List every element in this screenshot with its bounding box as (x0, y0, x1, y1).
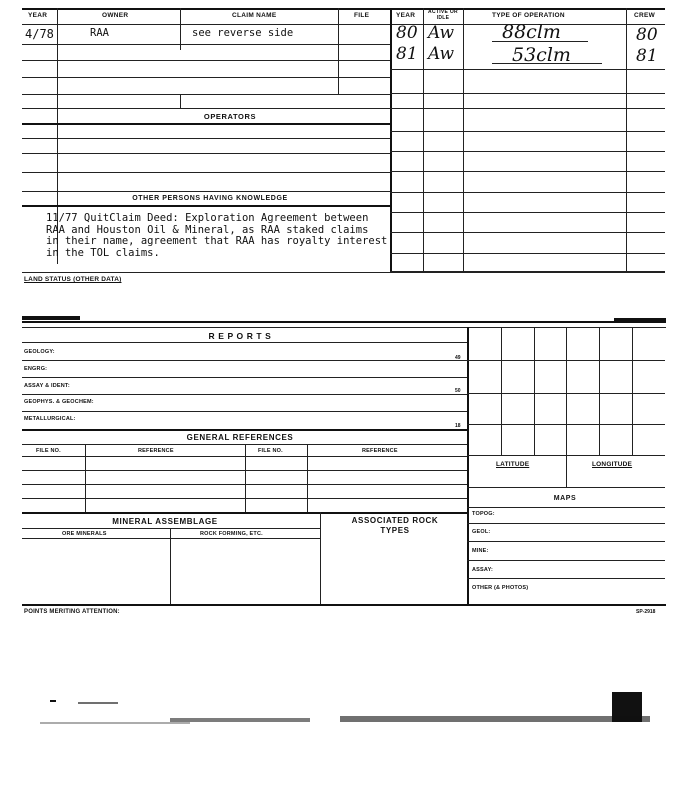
maps-other: OTHER (& PHOTOS) (472, 585, 529, 591)
operation-status-2: Aw (428, 44, 455, 64)
report-metallurgical-label: METALLURGICAL: (24, 416, 76, 422)
operation-type-2: 53clm (512, 44, 571, 66)
header-year: YEAR (28, 12, 48, 19)
general-references-title: GENERAL REFERENCES (186, 433, 294, 442)
report-assay-num: 50 (455, 388, 461, 394)
ore-minerals-label: ORE MINERALS (62, 531, 107, 537)
rock-forming-label: ROCK FORMING, ETC. (200, 531, 263, 537)
mineral-assemblage-title: MINERAL ASSEMBLAGE (112, 517, 218, 526)
header-active-idle: ACTIVE OR IDLE (428, 9, 458, 21)
maps-assay: ASSAY: (472, 567, 494, 573)
header-owner: OWNER (102, 12, 129, 19)
maps-title: MAPS (553, 495, 577, 502)
others-note: 11/77 QuitClaim Deed: Exploration Agreement between RAA and Houston Oil & Mineral, as RAA staked claims in their name, agreement that RAA has royalty interest in the TOL claims. (46, 212, 388, 259)
report-assay-label: ASSAY & IDENT: (24, 383, 70, 389)
gr-file-no-1: FILE NO. (36, 448, 61, 454)
others-title: OTHER PERSONS HAVING KNOWLEDGE (132, 195, 288, 202)
maps-mine: MINE: (472, 548, 489, 554)
operation-year-1: 80 (396, 23, 418, 43)
associated-rock-types: ASSOCIATED ROCK TYPES (351, 516, 439, 535)
header-year-2: YEAR (396, 12, 416, 19)
gr-reference-2: REFERENCE (362, 448, 398, 454)
report-geophys-label: GEOPHYS. & GEOCHEM: (24, 399, 94, 405)
claim-owner: RAA (90, 27, 109, 39)
operation-crew-1: 80 (636, 25, 658, 45)
gr-file-no-2: FILE NO. (258, 448, 283, 454)
maps-topog: TOPOG: (472, 511, 495, 517)
latitude-label: LATITUDE (496, 461, 530, 468)
operators-title: OPERATORS (203, 112, 257, 121)
report-geology-num: 49 (455, 355, 461, 361)
header-crew: CREW (634, 12, 656, 19)
operation-type-1: 88clm (502, 21, 561, 43)
gr-reference-1: REFERENCE (138, 448, 174, 454)
header-claim-name: CLAIM NAME (232, 12, 277, 19)
operation-year-2: 81 (396, 44, 418, 64)
reports-title: R E P O R T S (208, 331, 272, 341)
report-engrg-label: ENGRG: (24, 366, 48, 372)
land-status-label: LAND STATUS (OTHER DATA) (24, 276, 122, 283)
operation-crew-2: 81 (636, 46, 658, 66)
report-metallurgical-num: 18 (455, 423, 461, 429)
longitude-label: LONGITUDE (592, 461, 633, 468)
points-meriting-attention: POINTS MERITING ATTENTION: (24, 609, 120, 615)
claim-name: see reverse side (192, 27, 294, 39)
form-number: SP-2918 (636, 609, 656, 615)
operation-status-1: Aw (428, 23, 455, 43)
header-file: FILE (354, 12, 370, 19)
header-type-of-operation: TYPE OF OPERATION (492, 12, 565, 19)
maps-geol: GEOL: (472, 529, 491, 535)
claim-year: 4/78 (25, 27, 54, 41)
report-geology-label: GEOLOGY: (24, 349, 55, 355)
